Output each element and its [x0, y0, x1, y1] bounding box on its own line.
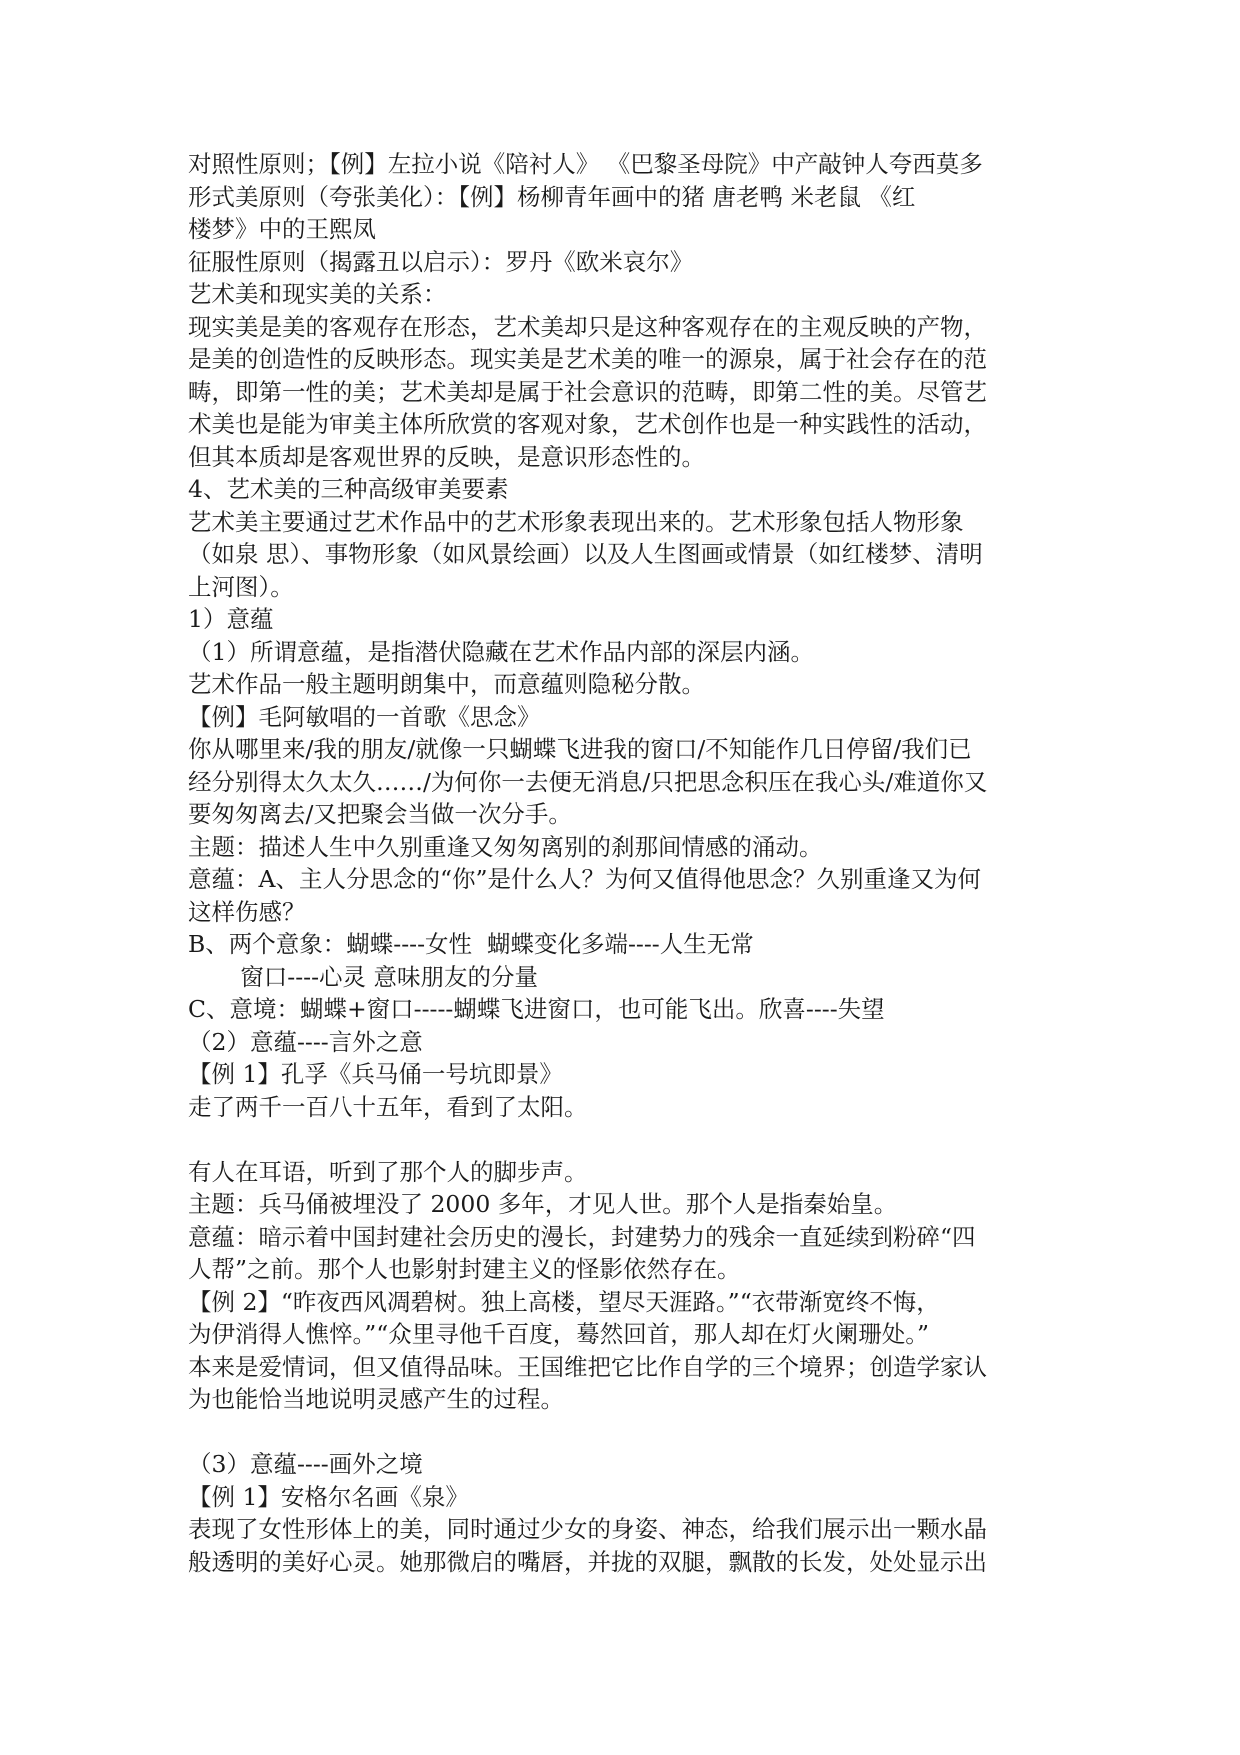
- subsection-heading: （3）意蕴----画外之境: [188, 1450, 423, 1478]
- blank-line: [188, 1123, 1058, 1156]
- subsection-heading: 1）意蕴: [188, 605, 274, 633]
- text-line: 你从哪里来/我的朋友/就像一只蝴蝶飞进我的窗口/不知能作几日停留/我们已: [188, 735, 972, 763]
- subsection-heading: （2）意蕴----言外之意: [188, 1027, 423, 1056]
- text-line: 【例 2】“昨夜西风凋碧树。独上高楼，望尽天涯路。”“衣带渐宽终不悔，: [188, 1287, 940, 1316]
- text-line: 般透明的美好心灵。她那微启的嘴唇，并拢的双腿，飘散的长发，处处显示出: [188, 1547, 987, 1576]
- text-line: 人帮”之前。那个人也影射封建主义的怪影依然存在。: [188, 1255, 741, 1283]
- text-line: 走了两千一百八十五年，看到了太阳。: [188, 1092, 588, 1121]
- example-heading: 【例 1】安格尔名画《泉》: [188, 1482, 469, 1511]
- text-line: 现实美是美的客观存在形态，艺术美却只是这种客观存在的主观反映的产物，: [188, 312, 987, 341]
- text-line: 主题：兵马俑被埋没了 2000 多年，才见人世。那个人是指秦始皇。: [188, 1190, 898, 1218]
- text-line: 艺术美主要通过艺术作品中的艺术形象表现出来的。艺术形象包括人物形象: [188, 507, 964, 536]
- example-heading: 【例】毛阿敏唱的一首歌《思念》: [188, 702, 541, 731]
- text-line: 窗口----心灵 意味朋友的分量: [188, 962, 539, 991]
- text-line: 意蕴：暗示着中国封建社会历史的漫长，封建势力的残余一直延续到粉碎“四: [188, 1222, 976, 1251]
- text-line: （如泉 思）、事物形象（如风景绘画）以及人生图画或情景（如红楼梦、清明: [188, 540, 983, 568]
- text-line: 畴，即第一性的美；艺术美却是属于社会意识的范畴，即第二性的美。尽管艺: [188, 377, 987, 406]
- text-line: 形式美原则（夸张美化）：【例】杨柳青年画中的猪 唐老鸭 米老鼠 《红: [188, 182, 916, 211]
- text-line: 为伊消得人憔悴。”“众里寻他千百度，蓦然回首，那人却在灯火阑珊处。”: [188, 1320, 930, 1348]
- text-line: 这样伤感？: [188, 897, 306, 926]
- text-line: 要匆匆离去/又把聚会当做一次分手。: [188, 800, 572, 828]
- text-line: 意蕴：A、主人分思念的“你”是什么人？为何又值得他思念？久别重逢又为何: [188, 865, 981, 893]
- text-line: 经分别得太久太久……/为何你一去便无消息/只把思念积压在我心头/难道你又: [188, 767, 988, 796]
- section-heading: 4、艺术美的三种高级审美要素: [188, 475, 509, 503]
- text-line: 有人在耳语，听到了那个人的脚步声。: [188, 1157, 588, 1186]
- text-line: C、意境：蝴蝶+窗口-----蝴蝶飞进窗口，也可能飞出。欣喜----失望: [188, 995, 885, 1023]
- example-heading: 【例 1】孔孚《兵马俑一号坑即景》: [188, 1060, 563, 1088]
- blank-line: [188, 1416, 1058, 1449]
- text-line: （1）所谓意蕴，是指潜伏隐藏在艺术作品内部的深层内涵。: [188, 637, 814, 666]
- text-line: 对照性原则；【例】左拉小说《陪衬人》 《巴黎圣母院》中产敲钟人夸西莫多: [188, 150, 983, 178]
- text-line: 本来是爱情词，但又值得品味。王国维把它比作自学的三个境界；创造学家认: [188, 1352, 987, 1381]
- text-line: 征服性原则（揭露丑以启示）：罗丹《欧米哀尔》: [188, 247, 694, 276]
- text-line: 主题：描述人生中久别重逢又匆匆离别的刹那间情感的涌动。: [188, 832, 823, 861]
- document-body: [188, 148, 1058, 1578]
- text-line: 艺术作品一般主题明朗集中，而意蕴则隐秘分散。: [188, 670, 705, 698]
- section-heading: 艺术美和现实美的关系：: [188, 280, 447, 308]
- text-line: 楼梦》中的王熙凤: [188, 215, 376, 243]
- text-line: 上河图）。: [188, 572, 294, 601]
- text-line: 是美的创造性的反映形态。现实美是艺术美的唯一的源泉，属于社会存在的范: [188, 345, 987, 373]
- text-line: 为也能恰当地说明灵感产生的过程。: [188, 1385, 564, 1413]
- text-line: 但其本质却是客观世界的反映，是意识形态性的。: [188, 442, 705, 471]
- text-line: B、两个意象：蝴蝶----女性 蝴蝶变化多端----人生无常: [188, 930, 754, 958]
- text-line: 术美也是能为审美主体所欣赏的客观对象，艺术创作也是一种实践性的活动，: [188, 410, 987, 438]
- text-line: 表现了女性形体上的美，同时通过少女的身姿、神态，给我们展示出一颗水晶: [188, 1515, 987, 1543]
